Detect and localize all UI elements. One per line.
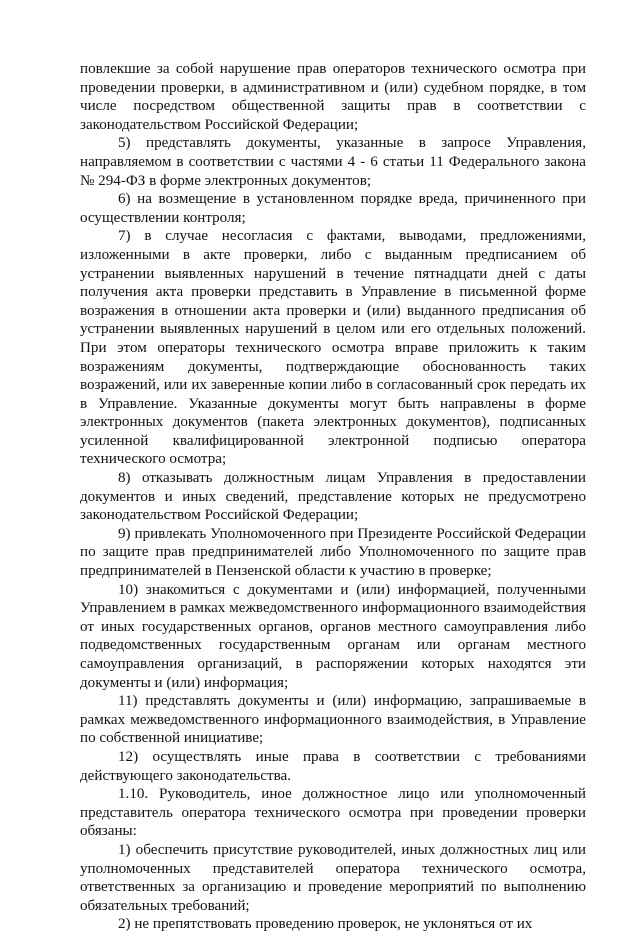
paragraph-item-10: 10) знакомиться с документами и (или) информацией, полученными Управлением в рамках межведомственного информационного взаимодействия от иных государственных органов, органов местного самоуправления либо подведомственных государственным органам или органам местного самоуправления организаций, в распоряжении которых находятся эти документы и (или) информация; <box>80 581 586 691</box>
paragraph-item-9: 9) привлекать Уполномоченного при Президенте Российской Федерации по защите прав предпринимателей либо Уполномоченного по защите прав предпринимателей в Пензенской области к участию в проверке; <box>80 525 586 580</box>
paragraph-duty-2: 2) не препятствовать проведению проверок, не уклоняться от их <box>118 916 533 933</box>
paragraph-item-8: 8) отказывать должностным лицам Управления в предоставлении документов и иных сведений, представление которых не предусмотрено законодательством Российской Федерации; <box>80 470 586 524</box>
paragraph-item-7: 7) в случае несогласия с фактами, выводами, предложениями, изложенными в акте проверки, либо с выданным предписанием об устранении выявленных нарушений в течение пятнадцати дней с даты получения акта проверки представить в Управление в письменной форме возражения в отношении акта проверки и (или) выданного предписания об устранении выявленных нарушений в целом или его отдельных положений. При этом операторы технического осмотра вправе приложить к таким возражениям документы, подтверждающие обоснованность таких возражений, или их заверенные копии либо в согласованный срок передать их в Управление. Указанные документы могут быть направлены в форме электронных документов (пакета электронных документов), подписанных усиленной квалифицированной электронной подписью оператора технического осмотра; <box>80 228 586 468</box>
paragraph-item-5: 5) представлять документы, указанные в запросе Управления, направляемом в соответствии с частями 4 - 6 статьи 11 Федерального закона № 294-ФЗ в форме электронных документов; <box>80 135 586 189</box>
paragraph-item-12: 12) осуществлять иные права в соответствии с требованиями действующего законодательства. <box>80 748 586 784</box>
paragraph-item-11: 11) представлять документы и (или) информацию, запрашиваемые в рамках межведомственного информационного взаимодействия, в Управление по собственной инициативе; <box>80 693 586 747</box>
paragraph-item-6: 6) на возмещение в установленном порядке вреда, причиненного при осуществлении контроля; <box>80 191 586 226</box>
paragraph-duty-1: 1) обеспечить присутствие руководителей, иных должностных лиц или уполномоченных представителей оператора технического осмотра, ответственных за организацию и проведение мероприятий по выполнению обязательных требований; <box>80 841 586 914</box>
paragraph-continuation: повлекшие за собой нарушение прав операторов технического осмотра при проведении проверки, в административном и (или) судебном порядке, в том числе посредством общественной защиты прав в соответствии с законодательством Российской Федерации; <box>80 61 586 133</box>
paragraph-section-1-10: 1.10. Руководитель, иное должностное лицо или уполномоченный представитель оператора технического осмотра при проведении проверки обязаны: <box>80 786 586 840</box>
